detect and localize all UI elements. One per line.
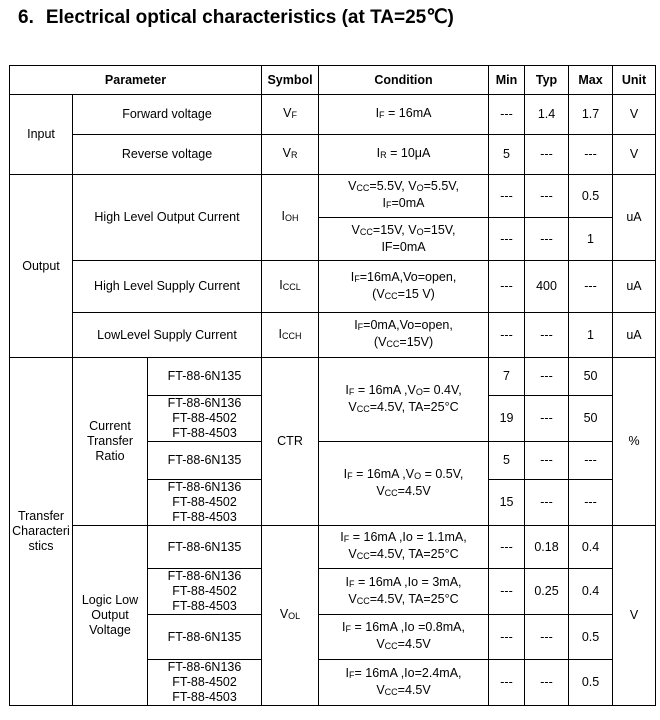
max-value: 0.4 [569, 526, 613, 569]
min-value: --- [489, 95, 525, 135]
typ-value: 0.25 [525, 569, 569, 615]
table-row [10, 313, 656, 358]
unit-value: V [613, 95, 656, 135]
max-value: 0.4 [569, 569, 613, 615]
max-value: 0.5 [569, 615, 613, 660]
param-low-level-supply-current: LowLevel Supply Current [73, 313, 262, 358]
condition-ioh-1: VCC=5.5V, VO=5.5V, IF=0mA [319, 175, 489, 218]
symbol-iccl: ICCL [262, 261, 319, 313]
condition-reverse: IR = 10μA [319, 135, 489, 175]
min-value: 15 [489, 480, 525, 526]
condition-ctr-2: IF = 16mA ,VO = 0.5V, VCC=4.5V [319, 442, 489, 526]
header-parameter: Parameter [10, 66, 262, 95]
part-number: FT-88-6N135 [148, 615, 262, 660]
max-value: 50 [569, 358, 613, 396]
typ-value: --- [525, 218, 569, 261]
symbol-ctr: CTR [262, 358, 319, 526]
part-number: FT-88-6N135 [148, 358, 262, 396]
part-number: FT-88-6N135 [148, 526, 262, 569]
param-high-level-output-current: High Level Output Current [73, 175, 262, 261]
part-number: FT-88-6N136 FT-88-4502 FT-88-4503 [148, 480, 262, 526]
table-row [10, 135, 656, 175]
header-min: Min [489, 66, 525, 95]
group-input: Input [10, 95, 73, 175]
symbol-vf: VF [262, 95, 319, 135]
max-value: --- [569, 442, 613, 480]
unit-value: uA [613, 313, 656, 358]
min-value: --- [489, 261, 525, 313]
condition-ioh-2: VCC=15V, VO=15V, IF=0mA [319, 218, 489, 261]
symbol-vr: VR [262, 135, 319, 175]
min-value: --- [489, 660, 525, 706]
min-value: --- [489, 218, 525, 261]
min-value: --- [489, 526, 525, 569]
header-symbol: Symbol [262, 66, 319, 95]
typ-value: --- [525, 175, 569, 218]
typ-value: 0.18 [525, 526, 569, 569]
section-heading [18, 6, 454, 29]
part-number: FT-88-6N135 [148, 442, 262, 480]
table-row [10, 358, 656, 396]
typ-value: --- [525, 480, 569, 526]
condition-vol-3: IF = 16mA ,Io =0.8mA, VCC=4.5V [319, 615, 489, 660]
unit-value: uA [613, 175, 656, 261]
min-value: --- [489, 175, 525, 218]
unit-value: V [613, 135, 656, 175]
condition-iccl: IF=16mA,Vo=open, (VCC=15 V) [319, 261, 489, 313]
symbol-ioh: IOH [262, 175, 319, 261]
characteristics-table [9, 65, 656, 706]
symbol-icch: ICCH [262, 313, 319, 358]
min-value: 5 [489, 135, 525, 175]
typ-value: 1.4 [525, 95, 569, 135]
condition-vol-2: IF = 16mA ,Io = 3mA, VCC=4.5V, TA=25°C [319, 569, 489, 615]
max-value: --- [569, 261, 613, 313]
section-number: 6. [18, 7, 34, 28]
header-row [10, 66, 656, 95]
typ-value: --- [525, 615, 569, 660]
typ-value: --- [525, 135, 569, 175]
param-reverse-voltage: Reverse voltage [73, 135, 262, 175]
unit-value: % [613, 358, 656, 526]
typ-value: --- [525, 313, 569, 358]
part-number: FT-88-6N136 FT-88-4502 FT-88-4503 [148, 569, 262, 615]
unit-value: uA [613, 261, 656, 313]
unit-value: V [613, 526, 656, 706]
max-value: 50 [569, 396, 613, 442]
part-number: FT-88-6N136 FT-88-4502 FT-88-4503 [148, 396, 262, 442]
table-row [10, 526, 656, 569]
part-number: FT-88-6N136 FT-88-4502 FT-88-4503 [148, 660, 262, 706]
typ-value: --- [525, 660, 569, 706]
param-forward-voltage: Forward voltage [73, 95, 262, 135]
min-value: 7 [489, 358, 525, 396]
typ-value: --- [525, 358, 569, 396]
param-high-level-supply-current: High Level Supply Current [73, 261, 262, 313]
typ-value: --- [525, 442, 569, 480]
header-unit: Unit [613, 66, 656, 95]
table-row [10, 175, 656, 218]
min-value: --- [489, 569, 525, 615]
max-value: 0.5 [569, 175, 613, 218]
max-value: 1.7 [569, 95, 613, 135]
param-logic-low-output-voltage: Logic Low Output Voltage [73, 526, 148, 706]
condition-vol-1: IF = 16mA ,Io = 1.1mA, VCC=4.5V, TA=25°C [319, 526, 489, 569]
section-title: Electrical optical characteristics (at TA=25℃) [45, 7, 454, 28]
condition-ctr-1: IF = 16mA ,VO= 0.4V, VCC=4.5V, TA=25°C [319, 358, 489, 442]
typ-value: 400 [525, 261, 569, 313]
typ-value: --- [525, 396, 569, 442]
table-row [10, 261, 656, 313]
table-row [10, 95, 656, 135]
max-value: 1 [569, 313, 613, 358]
symbol-vol: VOL [262, 526, 319, 706]
max-value: --- [569, 480, 613, 526]
min-value: --- [489, 313, 525, 358]
max-value: 0.5 [569, 660, 613, 706]
min-value: 5 [489, 442, 525, 480]
group-transfer-characteristics: Transfer Characteri stics [10, 358, 73, 706]
header-condition: Condition [319, 66, 489, 95]
group-output: Output [10, 175, 73, 358]
condition-vol-4: IF= 16mA ,Io=2.4mA, VCC=4.5V [319, 660, 489, 706]
condition-forward: IF = 16mA [319, 95, 489, 135]
header-max: Max [569, 66, 613, 95]
min-value: 19 [489, 396, 525, 442]
condition-icch: IF=0mA,Vo=open, (VCC=15V) [319, 313, 489, 358]
param-current-transfer-ratio: Current Transfer Ratio [73, 358, 148, 526]
header-typ: Typ [525, 66, 569, 95]
min-value: --- [489, 615, 525, 660]
max-value: --- [569, 135, 613, 175]
max-value: 1 [569, 218, 613, 261]
